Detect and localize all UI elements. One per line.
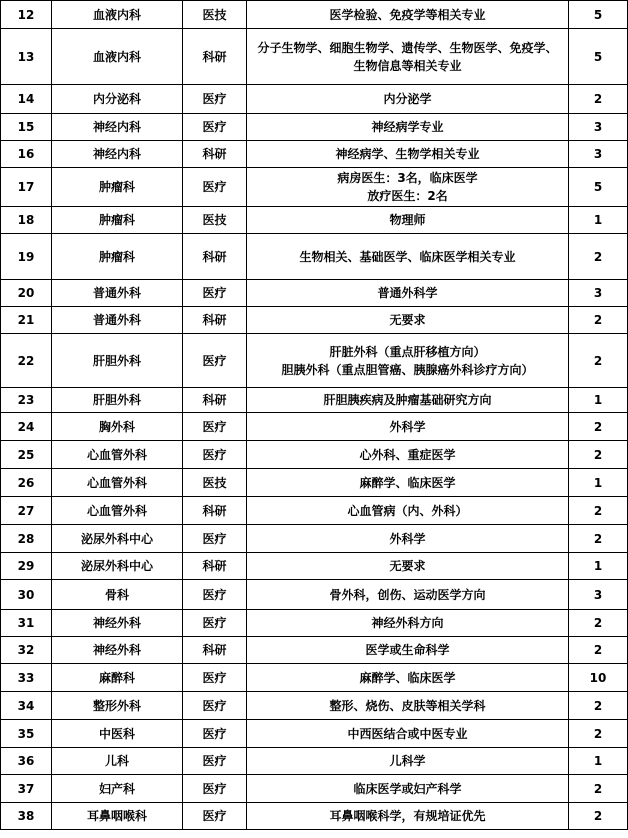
headcount-cell-text: 2 [593,353,603,368]
department-cell [52,413,183,441]
row-number-cell [1,234,52,280]
headcount-cell [569,141,628,168]
position-type-cell [183,553,247,580]
requirement-cell [247,775,569,803]
headcount-cell [569,307,628,334]
department-cell-text: 肝胆外科 [92,393,141,407]
headcount-cell [569,29,628,85]
row-number-cell [1,610,52,637]
headcount-cell [569,664,628,692]
department-cell [52,720,183,748]
requirement-cell [247,525,569,553]
table-row [1,637,628,664]
position-type-cell-text: 科研 [202,313,227,327]
table-row [1,413,628,441]
position-type-cell-text: 医技 [202,475,227,490]
position-type-cell [183,334,247,388]
department-cell-text: 内分泌科 [92,92,141,106]
requirement-cell [247,280,569,307]
requirement-cell-text: 心外科、重症医学 [359,447,456,462]
row-number-cell [1,692,52,720]
row-number-cell [1,141,52,168]
requirement-cell-text: 外科学 [389,419,426,434]
row-number-cell [1,413,52,441]
department-cell-text: 普通外科 [92,313,141,327]
requirement-cell [247,85,569,114]
position-type-cell-text: 医疗 [202,698,227,713]
requirement-cell-text: 肝脏外科（重点肝移植方向） [329,344,486,359]
position-type-cell-text: 医技 [202,213,227,227]
position-type-cell [183,610,247,637]
position-type-cell [183,664,247,692]
department-cell [52,525,183,553]
department-cell [52,692,183,720]
requirement-cell [247,307,569,334]
headcount-cell-text: 2 [593,313,603,327]
position-type-cell [183,388,247,413]
position-type-cell [183,168,247,207]
headcount-cell [569,413,628,441]
requirement-cell [247,234,569,280]
table-row [1,307,628,334]
table-row [1,748,628,775]
department-cell-text: 普通外科 [92,286,141,300]
department-cell-text: 麻醉科 [98,670,135,685]
requirement-cell [247,692,569,720]
requirement-cell-text: 内分泌学 [383,92,432,106]
department-cell [52,469,183,497]
position-type-cell [183,29,247,85]
table-row [1,85,628,114]
position-type-cell [183,748,247,775]
department-cell-text: 肿瘤科 [98,213,135,227]
department-cell [52,114,183,141]
requirement-cell [247,497,569,525]
row-number-cell-text: 26 [17,475,35,490]
headcount-cell-text: 3 [593,147,603,161]
table-row [1,803,628,830]
row-number-cell-text: 15 [17,120,35,134]
headcount-cell [569,207,628,234]
department-cell-text: 骨科 [104,587,129,602]
position-type-cell [183,469,247,497]
requirement-cell-text: 放疗医生：2名 [367,189,448,203]
requirement-cell-text: 神经病学专业 [371,120,444,134]
department-cell [52,207,183,234]
department-cell [52,497,183,525]
headcount-cell [569,610,628,637]
department-cell-text: 肿瘤科 [98,249,135,264]
department-cell-text: 整形外科 [92,698,141,713]
row-number-cell [1,168,52,207]
headcount-cell [569,525,628,553]
department-cell-text: 心血管外科 [86,447,147,462]
requirement-cell-text: 中西医结合或中医专业 [347,726,468,741]
department-cell [52,664,183,692]
headcount-cell-text: 2 [593,809,603,823]
headcount-cell-text: 2 [593,92,603,106]
position-type-cell [183,525,247,553]
department-cell [52,580,183,610]
department-cell [52,775,183,803]
position-type-cell-text: 科研 [202,249,227,264]
headcount-cell-text: 2 [593,781,603,796]
position-type-cell-text: 医疗 [202,670,227,685]
headcount-cell [569,720,628,748]
row-number-cell-text: 16 [17,147,35,161]
requirement-cell-text: 临床医学或妇产科学 [353,781,462,796]
position-type-cell-text: 医疗 [202,531,227,546]
row-number-cell-text: 34 [17,698,35,713]
position-type-cell [183,141,247,168]
headcount-cell-text: 5 [593,49,603,64]
row-number-cell [1,207,52,234]
requirement-cell-text: 心血管病（内、外科） [347,503,468,518]
headcount-cell-text: 3 [593,587,603,602]
department-cell-text: 神经外科 [92,643,141,657]
position-type-cell [183,441,247,469]
position-type-cell-text: 医疗 [202,781,227,796]
department-cell [52,234,183,280]
headcount-cell-text: 2 [593,503,603,518]
row-number-cell-text: 21 [17,313,35,327]
headcount-cell-text: 2 [593,698,603,713]
table-row [1,692,628,720]
headcount-cell [569,234,628,280]
position-type-cell [183,280,247,307]
headcount-cell [569,168,628,207]
table-row [1,141,628,168]
requirement-cell [247,207,569,234]
requirement-cell [247,441,569,469]
headcount-cell [569,803,628,830]
requirement-cell-text: 骨外科，创伤、运动医学方向 [329,587,486,602]
position-type-cell [183,497,247,525]
department-cell-text: 血液内科 [92,7,141,22]
requirement-cell [247,168,569,207]
row-number-cell-text: 24 [17,419,35,434]
row-number-cell [1,307,52,334]
department-cell [52,168,183,207]
position-type-cell-text: 科研 [202,49,227,64]
table-row [1,234,628,280]
requirement-cell-text: 麻醉学、临床医学 [359,475,456,490]
row-number-cell-text: 14 [17,92,35,106]
department-cell-text: 耳鼻咽喉科 [86,809,147,823]
row-number-cell [1,553,52,580]
headcount-cell-text: 2 [593,726,603,741]
headcount-cell [569,334,628,388]
department-cell-text: 神经内科 [92,147,141,161]
requirement-cell [247,388,569,413]
headcount-cell [569,441,628,469]
headcount-cell-text: 2 [593,249,603,264]
department-cell [52,141,183,168]
table-row [1,1,628,29]
department-cell [52,85,183,114]
requirement-cell [247,803,569,830]
row-number-cell [1,469,52,497]
row-number-cell-text: 28 [17,531,35,546]
position-type-cell [183,413,247,441]
position-type-cell-text: 科研 [202,643,227,657]
requirement-cell [247,29,569,85]
headcount-cell-text: 10 [589,670,607,685]
headcount-cell-text: 2 [593,531,603,546]
position-type-cell [183,637,247,664]
requirement-cell [247,114,569,141]
position-type-cell-text: 医疗 [202,587,227,602]
row-number-cell [1,334,52,388]
requirement-cell-text: 病房医生：3名，临床医学 [337,171,478,185]
headcount-cell-text: 1 [593,213,603,227]
requirement-cell-text: 麻醉学、临床医学 [359,670,456,685]
position-type-cell-text: 科研 [202,503,227,518]
position-type-cell [183,1,247,29]
position-type-cell [183,775,247,803]
position-type-cell-text: 医疗 [202,726,227,741]
headcount-cell [569,692,628,720]
row-number-cell-text: 37 [17,781,35,796]
headcount-cell [569,748,628,775]
row-number-cell-text: 27 [17,503,35,518]
headcount-cell-text: 1 [593,754,603,768]
department-cell [52,1,183,29]
headcount-cell-text: 5 [593,180,603,194]
requirement-cell [247,720,569,748]
requirement-cell-text: 整形、烧伤、皮肤等相关学科 [329,698,486,713]
requirement-cell [247,748,569,775]
row-number-cell [1,497,52,525]
department-cell [52,307,183,334]
position-type-cell [183,234,247,280]
table-row [1,114,628,141]
department-cell [52,553,183,580]
department-cell-text: 胸外科 [98,419,135,434]
row-number-cell [1,580,52,610]
row-number-cell-text: 29 [17,559,35,573]
requirement-cell [247,610,569,637]
requirement-cell [247,637,569,664]
position-type-cell-text: 医技 [202,7,227,22]
row-number-cell [1,85,52,114]
department-cell [52,637,183,664]
position-type-cell [183,207,247,234]
requirement-cell-text: 医学检验、免疫学等相关专业 [329,7,486,22]
headcount-cell-text: 2 [593,447,603,462]
department-cell-text: 心血管外科 [86,503,147,518]
table-row [1,168,628,207]
headcount-cell [569,469,628,497]
headcount-cell [569,388,628,413]
headcount-cell-text: 1 [593,559,603,573]
table-row [1,29,628,85]
row-number-cell [1,664,52,692]
row-number-cell [1,748,52,775]
headcount-cell [569,280,628,307]
headcount-cell [569,114,628,141]
row-number-cell-text: 35 [17,726,35,741]
position-type-cell-text: 医疗 [202,754,227,768]
row-number-cell-text: 38 [17,809,35,823]
headcount-cell [569,497,628,525]
requirement-cell-text: 无要求 [389,559,426,573]
row-number-cell [1,720,52,748]
table-row [1,610,628,637]
row-number-cell [1,1,52,29]
table-row [1,388,628,413]
position-type-cell-text: 科研 [202,559,227,573]
position-type-cell [183,580,247,610]
position-type-cell-text: 医疗 [202,616,227,630]
row-number-cell-text: 25 [17,447,35,462]
position-type-cell-text: 医疗 [202,809,227,823]
row-number-cell [1,29,52,85]
requirement-cell-text: 神经病学、生物学相关专业 [335,147,480,161]
department-cell-text: 血液内科 [92,49,141,64]
position-type-cell [183,803,247,830]
row-number-cell-text: 18 [17,213,35,227]
position-type-cell-text: 医疗 [202,419,227,434]
department-cell-text: 心血管外科 [86,475,147,490]
table-row [1,334,628,388]
position-type-cell-text: 医疗 [202,447,227,462]
row-number-cell [1,388,52,413]
row-number-cell-text: 17 [17,180,35,194]
requirement-cell-text: 医学或生命科学 [365,643,450,657]
headcount-cell-text: 2 [593,643,603,657]
headcount-cell-text: 5 [593,7,603,22]
requirement-cell-text: 无要求 [389,313,426,327]
department-cell [52,334,183,388]
table-row [1,664,628,692]
position-type-cell-text: 医疗 [202,92,227,106]
table-row [1,497,628,525]
headcount-cell [569,553,628,580]
headcount-cell-text: 3 [593,120,603,134]
department-cell [52,388,183,413]
table-row [1,441,628,469]
row-number-cell-text: 12 [17,7,35,22]
department-cell-text: 肝胆外科 [92,353,141,368]
row-number-cell-text: 19 [17,249,35,264]
table-row [1,280,628,307]
position-type-cell-text: 科研 [202,147,227,161]
position-type-cell-text: 医疗 [202,180,227,194]
headcount-cell [569,775,628,803]
position-type-cell [183,720,247,748]
department-cell-text: 儿科 [104,754,129,768]
position-type-cell [183,307,247,334]
requirement-cell [247,469,569,497]
row-number-cell [1,114,52,141]
table-row [1,469,628,497]
position-type-cell [183,692,247,720]
requirement-cell [247,580,569,610]
department-cell-text: 肿瘤科 [98,180,135,194]
requirement-cell-text: 肝胆胰疾病及肿瘤基础研究方向 [323,393,492,407]
requirement-cell [247,664,569,692]
requirement-cell [247,141,569,168]
row-number-cell-text: 20 [17,286,35,300]
position-type-cell-text: 医疗 [202,120,227,134]
row-number-cell-text: 13 [17,49,35,64]
department-cell [52,29,183,85]
department-cell [52,280,183,307]
row-number-cell [1,280,52,307]
requirement-cell [247,334,569,388]
row-number-cell [1,525,52,553]
headcount-cell-text: 1 [593,475,603,490]
table-row [1,580,628,610]
headcount-cell [569,85,628,114]
row-number-cell-text: 33 [17,670,35,685]
headcount-cell [569,1,628,29]
department-cell-text: 神经内科 [92,120,141,134]
department-cell [52,803,183,830]
row-number-cell [1,803,52,830]
headcount-cell-text: 2 [593,616,603,630]
row-number-cell-text: 36 [17,754,35,768]
requirement-cell [247,1,569,29]
table-row [1,720,628,748]
row-number-cell [1,441,52,469]
table-row [1,553,628,580]
headcount-cell-text: 1 [593,393,603,407]
requirement-cell-text: 儿科学 [389,754,426,768]
department-cell-text: 中医科 [98,726,135,741]
position-type-cell [183,85,247,114]
requirement-cell [247,413,569,441]
headcount-cell-text: 2 [593,419,603,434]
row-number-cell-text: 30 [17,587,35,602]
department-cell [52,441,183,469]
position-type-cell-text: 科研 [202,393,227,407]
position-type-cell [183,114,247,141]
table-row [1,207,628,234]
headcount-cell [569,637,628,664]
requirement-cell-text: 物理师 [389,213,426,227]
headcount-cell [569,580,628,610]
row-number-cell [1,637,52,664]
row-number-cell-text: 23 [17,393,35,407]
department-cell-text: 妇产科 [98,781,135,796]
requirement-cell-text: 生物相关、基础医学、临床医学相关专业 [299,249,516,264]
department-cell-text: 泌尿外科中心 [80,531,153,546]
table-row [1,525,628,553]
department-cell-text: 神经外科 [92,616,141,630]
requirement-cell-text: 普通外科学 [377,286,438,300]
row-number-cell-text: 32 [17,643,35,657]
requirement-cell-text: 外科学 [389,531,426,546]
headcount-cell-text: 3 [593,286,603,300]
requirement-cell-text: 胆胰外科（重点胆管癌、胰腺癌外科诊疗方向） [281,362,534,377]
table-row [1,775,628,803]
department-cell-text: 泌尿外科中心 [80,559,153,573]
row-number-cell [1,775,52,803]
requirement-cell-text: 神经外科方向 [371,616,444,630]
department-cell [52,610,183,637]
row-number-cell-text: 31 [17,616,35,630]
requirement-cell [247,553,569,580]
department-cell [52,748,183,775]
row-number-cell-text: 22 [17,353,35,368]
position-type-cell-text: 医疗 [202,286,227,300]
requirement-cell-text: 分子生物学、细胞生物学、遗传学、生物医学、免疫学、生物信息等相关专业 [257,40,558,73]
position-type-cell-text: 医疗 [202,353,227,368]
requirement-cell-text: 耳鼻咽喉科学，有规培证优先 [329,809,486,823]
